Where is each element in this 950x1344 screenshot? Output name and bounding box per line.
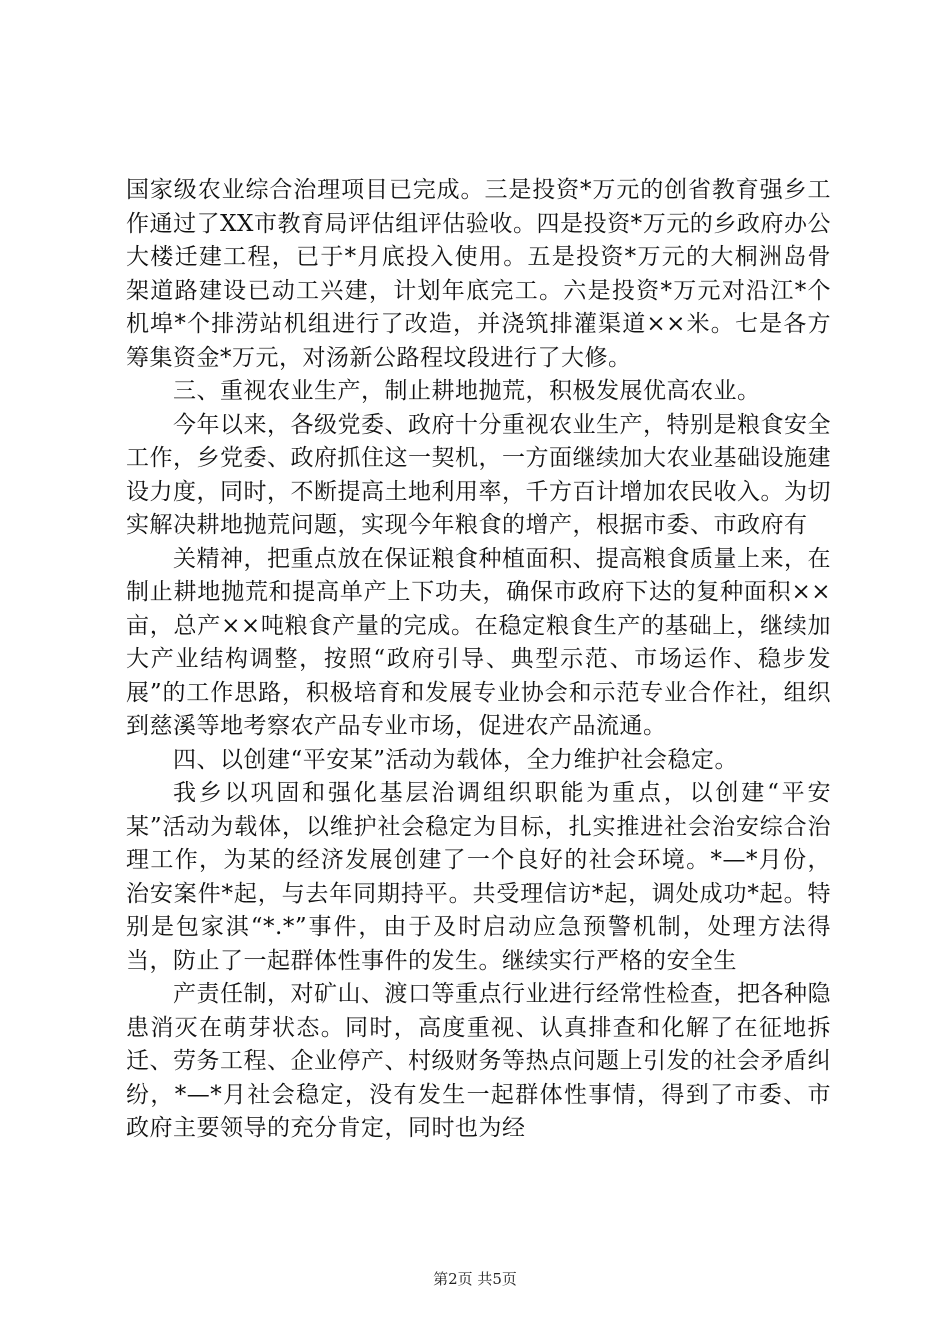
section-heading-3: 三、重视农业生产，制止耕地抛荒，积极发展优高农业。 [173, 378, 761, 404]
document-body [126, 174, 831, 1146]
section-heading-4: 四、以创建“平安某”活动为载体，全力维护社会稳定。 [173, 746, 739, 773]
paragraph-7: 产责任制，对矿山、渡口等重点行业进行经常性检查，把各种隐患消灭在萌芽状态。同时，高度重视、认真排查和化解了在征地拆迁、劳务工程、企业停产、村级财务等热点问题上引发的社会矛盾纠纷，*—*月社会稳定，没有发生一起群体性事情，得到了市委、市政府主要领导的充分肯定，同时也为经 [126, 981, 831, 1141]
paragraph-4: 关精神，把重点放在保证粮食种植面积、提高粮食质量上来，在制止耕地抛荒和提高单产上下功夫，确保市政府下达的复种面积××亩，总产××吨粮食产量的完成。在稳定粮食生产的基础上，继续加大产业结构调整，按照“政府引导、典型示范、市场运作、稳步发展”的工作思路，积极培育和发展专业协会和示范专业合作社，组织到慈溪等地考察农产品专业市场，促进农产品流通。 [126, 545, 831, 739]
page-number-footer: 第2页 共5页 [433, 1270, 517, 1288]
paragraph-6: 我乡以巩固和强化基层治调组织职能为重点，以创建“平安某”活动为载体，以维护社会稳定为目标，扎实推进社会治安综合治理工作，为某的经济发展创建了一个良好的社会环境。*—*月份，治安案件*起，与去年同期持平。共受理信访*起，调处成功*起。特别是包家淇“*.*”事件，由于及时启动应急预警机制，处理方法得当，防止了一起群体性事件的发生。继续实行严格的安全生 [126, 780, 831, 974]
paragraph-3: 今年以来，各级党委、政府十分重视农业生产，特别是粮食安全工作，乡党委、政府抓住这一契机，一方面继续加大农业基础设施建设力度，同时，不断提高土地利用率，千方百计增加农民收入。为切实解决耕地抛荒问题，实现今年粮食的增产，根据市委、市政府有 [126, 411, 831, 538]
paragraph-1: 国家级农业综合治理项目已完成。三是投资*万元的创省教育强乡工作通过了XX市教育局评估组评估验收。四是投资*万元的乡政府办公大楼迁建工程，已于*月底投入使用。五是投资*万元的大桐洲岛骨架道路建设已动工兴建，计划年底完工。六是投资*万元对沿江*个机埠*个排涝站机组进行了改造，并浇筑排灌渠道××米。七是各方筹集资金*万元，对汤新公路程坟段进行了大修。 [126, 177, 831, 371]
